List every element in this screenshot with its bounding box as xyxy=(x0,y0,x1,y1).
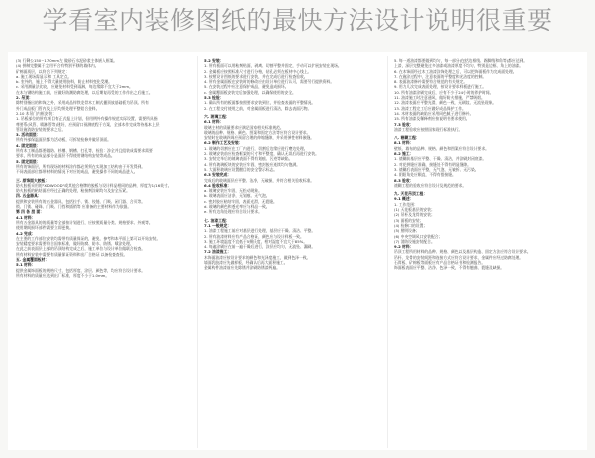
text-line: d. 玻璃的颜色和透光率应与样品一致。 xyxy=(204,204,270,210)
text-line: 5. 在安装过程中应注意保护成品，避免造成损坏。 xyxy=(204,84,289,90)
text-line: 2. 金属板应按照标准尺寸进行分格，钻孔必须在板材中心线上。 xyxy=(204,68,312,74)
text-line: 裱糊工程的验收应符合设计及规范的要求。 xyxy=(394,182,467,188)
text-line: 3. 施工环境温度不宜低于5摄氏度，相对湿度不宜大于85%。 xyxy=(204,238,308,244)
text-line: 提供金属饰面板的规格尺寸，包括厚度、涂层、颜色等，均应符合设计要求。 xyxy=(16,267,146,273)
text-line: c. 金属覆面板安装完后加强处理，以确保使用的安全。 xyxy=(204,89,296,95)
section-heading: 8.1 材料： xyxy=(394,140,414,146)
section-heading: 5.3 检验： xyxy=(204,95,224,101)
text-line: 1. 工作范围： xyxy=(394,201,418,207)
text-line: c. 采用测量法比较，应避免材料受到雨淋，每边缘除不宜大于2mm。 xyxy=(16,84,133,90)
text-line: 1. 玻璃的切割应在工厂内进行，切割后边缘应进行磨边处理。 xyxy=(204,145,308,151)
section-heading: 4. 固定面层： xyxy=(16,142,41,148)
text-line: 所有材料安装中需要有质量保证资料和出厂合格证 以备检查查验。 xyxy=(16,251,128,257)
text-line: 13. 油漆工程完工后应做好成品保护工作。 xyxy=(394,105,466,111)
text-line: 9. 用力几次完成表面处理，按设计要求样板进行施工。 xyxy=(394,84,487,90)
text-line: (4) 拼制完整属于尘用平合有特别平移的墙体内。 xyxy=(16,63,99,69)
text-line: 14. 木材表面的缺陷应采用同色腻子进行修补。 xyxy=(394,110,474,116)
text-line: 安装精度要求需要符合国家标准，做好防腐、防水、防锈、喷涂处理。 xyxy=(16,241,134,247)
text-line: 壁纸、墙布的品种、规格、颜色和图案应符合设计要求。 xyxy=(394,145,489,151)
text-line: 尊要系(风管、喷淋管等)建好，应预留口预测底程于方案，全部木作完成等待基本上层 xyxy=(16,121,160,127)
text-line: 外门成品板门管内及上层均须处理平整铝合金料。 xyxy=(16,105,100,111)
text-line: 2. 玻璃安装前应检查框架的尺寸和平整度，确认无误后再进行安装。 xyxy=(204,151,319,157)
text-line: 3. 按照设计图纸的要求进行安装，并在完成后进行检查验收。 xyxy=(204,73,308,79)
section-heading: 八. 裱糊工程： xyxy=(394,135,420,141)
text-line: 2. 所有油漆材料应有产品合格证，颜色应与设计样板一致。 xyxy=(204,233,304,239)
text-line: 安装时在玻璃四周应预留合理的伸缩缝隙，并采用弹性材料嵌缝。 xyxy=(204,135,315,141)
text-line: (1) 天花板基层的安装； xyxy=(394,207,435,213)
text-line: 2. 在工程交付使用之前，对金属面板进行清洁，除去表面污物。 xyxy=(204,105,312,111)
text-line: 5. 大面积玻璃应设置醒目的安全警示标志。 xyxy=(204,166,278,172)
text-line: 防火胶板的粘结面应经过正确的处理，粘接剂涂刷均匀及安全压紧。 xyxy=(16,188,130,194)
text-line: a. 玻璃安装应牢固，无松动现象。 xyxy=(204,188,262,194)
section-heading: 七. 油漆工程： xyxy=(204,217,230,223)
text-line: e. 所有边角处理应符合设计要求。 xyxy=(204,209,262,215)
text-line: 2. 对花拼缝应准确，接缝处不得有明显缝隙。 xyxy=(394,161,471,167)
page-title: 学看室内装修图纸的最快方法设计说明很重要 xyxy=(42,6,553,35)
section-heading: 6.3 安装完成： xyxy=(204,172,232,178)
column-divider xyxy=(197,56,198,448)
text-line: 所有五金器具的的质量等全部按计划进行，应按照质量分类、规格要求、外观等。 xyxy=(16,219,153,225)
text-line: 1. 裱糊前基层应平整、干燥、清洁，并涂刷封闭底漆。 xyxy=(394,156,487,162)
column-divider xyxy=(387,56,388,448)
text-line: 所有木工制品都要做防、杉槽、钢槽、打孔等，检验：涉全并且组装成需要求需要 xyxy=(16,148,153,154)
text-line: 1. 确认所有的板面都按照要求安装到位，并检查表面的平整情况。 xyxy=(204,100,316,106)
text-line: 防火胶板采用的"XDWOOD"或其他合格牌的胶板与设计样品相同的品种，厚度为1/16英寸。 xyxy=(16,182,172,188)
text-line: 5. 每一道油漆都要做到均匀，每一部分(包括边框线、踢脚线和角等)都应达到。 xyxy=(394,58,528,63)
text-column-3 xyxy=(394,58,580,448)
text-line: 7. 在施涂过程中，注意表面的平整度和光洁度的控制。 xyxy=(394,73,487,79)
text-line: c. 密封胶应粘结牢固，表面光滑，无裂缝。 xyxy=(204,198,277,204)
text-line: 锁、门锁、碰珠、门吸、门挡和插销等 应准备的主要材料作为依据。 xyxy=(16,204,132,210)
text-line: 饰面板表面应平整、洁净、色泽一致，不得有翘曲、裂缝及缺损。 xyxy=(394,265,505,271)
text-line: (4) 检修口的设置； xyxy=(394,222,428,228)
section-heading: 5.1 材料： xyxy=(16,262,36,268)
section-heading: 4.1 材料： xyxy=(16,214,36,220)
text-line: 要求，所有的成品部分是面层不得使用钢结构安装等成品。 xyxy=(16,153,115,159)
text-line: a. 施工现场需显示和 工具定点。 xyxy=(16,73,72,79)
text-line: 1. 所有板面可以用粘剂贴面，剥离、切割平整并固定，手动可以扩展安装在现场。 xyxy=(204,63,342,69)
text-line: (2) 吊杆及龙骨的安装； xyxy=(394,212,435,218)
document-image xyxy=(8,52,587,450)
text-line: 提供和安装所有的五金器具，包括拉手、锁、铰链、门吸、闭门器、合页等。 xyxy=(16,198,146,204)
text-line: 在此之前表面层上部的吊顶结构完成之后，施工单位与设计单位做联合检查。 xyxy=(16,246,146,252)
text-line: 4. 所有金属面板在安装时的修改应由设计单位进行认可，需要另行提供资料。 xyxy=(204,79,335,85)
text-line: 在木与钢结构施工前，应做好防潮防腐处理，以后期复再受的工作作出之后施工。 xyxy=(16,89,153,95)
text-line: 1. 油漆工程施工前应对基层进行处理，基层应干燥、清洁、平整。 xyxy=(204,228,316,234)
text-column-1 xyxy=(16,58,192,448)
text-line: 完成后的玻璃面层应平整、洁净，无破损，并符合相关验收标准。 xyxy=(204,177,315,183)
text-line: 使用期间损坏部件需要立即更换。 xyxy=(16,225,73,231)
text-line: 木饰面油漆应按设计要求的颜色和光泽度施工，做到色泽一致。 xyxy=(204,254,311,260)
text-line: 4. 阴阳角处应顺直，不得有搭接缝。 xyxy=(394,172,456,178)
text-line: 吊杆、龙骨的安装间距和连接方式应符合设计要求，金属件应经过防腐处理。 xyxy=(394,254,524,260)
text-line: 2.10 木吊门内框安装： xyxy=(16,110,57,116)
text-line: 4. 所有玻璃板块的安装应牢固，密封胶应连续均匀饱满。 xyxy=(204,161,300,167)
text-line: 吊顶工程所用材料的品种、规格、颜色以及基层构造、固定方法应符合设计要求。 xyxy=(394,249,531,255)
text-line: 3. 裱糊后表面应平整，无气泡、无皱折、无污染。 xyxy=(394,166,479,172)
section-heading: 7.2 油漆施工： xyxy=(204,249,232,255)
section-heading: 9.1 概述： xyxy=(394,196,414,202)
section-heading: 8.3 验收： xyxy=(394,177,414,183)
text-line: 所有的饰面层，所有现场的材料涂作都必须须在实现加工结构由于开发得到。 xyxy=(16,163,146,169)
section-heading: 5.2 安装： xyxy=(204,58,224,63)
section-heading: 六. 玻璃工程： xyxy=(204,113,230,119)
text-line: b. 室外的，施上不得大量使用胶料，防止材料变化受潮。 xyxy=(16,79,112,85)
section-heading: 7.1 一般规定： xyxy=(204,222,232,228)
text-line: (5) 照明设备； xyxy=(394,228,420,234)
text-line: 上漆，深层完整避免过多油漆或油漆厚度不均匀，特别是边框、角上的油漆。 xyxy=(394,63,524,69)
section-heading: 8.2 施工： xyxy=(394,151,414,157)
section-heading: 五. 金属覆面板材： xyxy=(16,256,50,262)
section-heading: 4.2 完成： xyxy=(16,230,36,236)
text-line: 所有材料的质量应达到出厂标准，厚度不小于1.0mm。 xyxy=(16,272,110,278)
text-line: 油漆工程验收应按照国家现行标准执行。 xyxy=(394,126,463,132)
section-heading: 9.2 材料： xyxy=(394,244,414,250)
text-line: 矿棉面质层，以符合下列规定： xyxy=(16,68,70,74)
text-line: 6. 在木饰面经过木工油漆涂饰处理之后，可以把饰面板作为完成面处理。 xyxy=(394,68,517,74)
text-line: 石膏板、矿棉板等面板应有产品合格证书和检测报告。 xyxy=(394,259,486,265)
section-heading: 7.3 验收： xyxy=(394,121,414,127)
text-line: (3) 面板的安装； xyxy=(394,217,424,223)
text-line: 玻璃的品种、规格、颜色、图案和固定方法等应符合设计要求。 xyxy=(204,129,311,135)
text-line: 所有外部保温面层都为活动板，可拆装检修并做吊顶面。 xyxy=(16,137,111,143)
section-heading: 3. 活动面层： xyxy=(16,132,41,138)
text-line: 金属构件油漆前应先除锈并涂刷防锈漆两遍。 xyxy=(204,265,280,271)
text-line: (7) 消防设施安装配合。 xyxy=(394,238,435,244)
section-heading: 6.2 制作工艺及安装： xyxy=(204,140,243,146)
section-heading: 第 四 各 层 面： xyxy=(16,209,45,215)
section-heading: 2. 吊顶： xyxy=(16,95,33,101)
section-heading: 5. 固定面层： xyxy=(16,158,41,164)
text-line: 墙面乳胶漆应先做样板，经确认后再大面积施工。 xyxy=(204,259,288,265)
text-line: 15. 所有油漆及稀释剂应按说明书要求使用。 xyxy=(394,116,470,122)
text-line: 在主要的工作部位安装均需带有质量保证的，避免、参考和本平面上第可以开始安装。 xyxy=(16,235,161,241)
text-line: 10. 所有油漆涂刷完成后，应有不少于24小时的养护时间。 xyxy=(394,89,494,95)
section-heading: 四. 五金器具： xyxy=(16,193,42,199)
text-column-2 xyxy=(204,58,380,448)
text-line: 3. 安装完毕后的玻璃表面不得有划痕、污迹等缺陷。 xyxy=(204,156,293,162)
text-line: 管设施消防安装的要求之后。 xyxy=(16,126,66,132)
section-heading: 6.1 材料： xyxy=(204,119,224,125)
text-line: 8. 表面油漆修补需要符合规范的有关规定。 xyxy=(394,79,468,85)
section-heading: 三. 原饰面大胶板： xyxy=(16,177,50,183)
text-line: 4. 每遍涂刷应在前一遍干燥后进行，涂层应均匀，无流坠、漏刷。 xyxy=(204,244,316,250)
section-heading: 6.4 验收标准： xyxy=(204,182,232,188)
section-heading: 九. 天花吊顶工程： xyxy=(394,191,428,197)
text-line: (3) 行剩公150~170mm左 做砂石水泥砂浆主体嵌入框架。 xyxy=(16,58,118,63)
text-line: 不同表面部位都带材料的情况下对应的成品，避免操作不同的成品进入。 xyxy=(16,169,138,175)
text-line: 12. 油漆表面应平整光滑，颜色一致，无刷纹、无流坠现象。 xyxy=(394,100,497,106)
text-line: 1. 吊板部位的所有项目有正式报上计划，但用例外有操作规范实际设置，需要所具指 xyxy=(16,116,158,122)
text-line: b. 玻璃表面应洁净，无划痕、无气泡。 xyxy=(204,193,270,199)
text-line: (6) 中央空调风口安装配合； xyxy=(394,233,443,239)
text-line: 11. 油漆施工时注意通风，做好防火措施，严禁吸烟。 xyxy=(394,95,485,101)
text-line: 除特别指出的和饰之外，采用成品锌铁龙骨木工制式播顶放基础板为吊顶。所有 xyxy=(16,100,149,106)
text-line: 玻璃主材的质量要求应满足国家相关标准规范。 xyxy=(204,124,284,130)
